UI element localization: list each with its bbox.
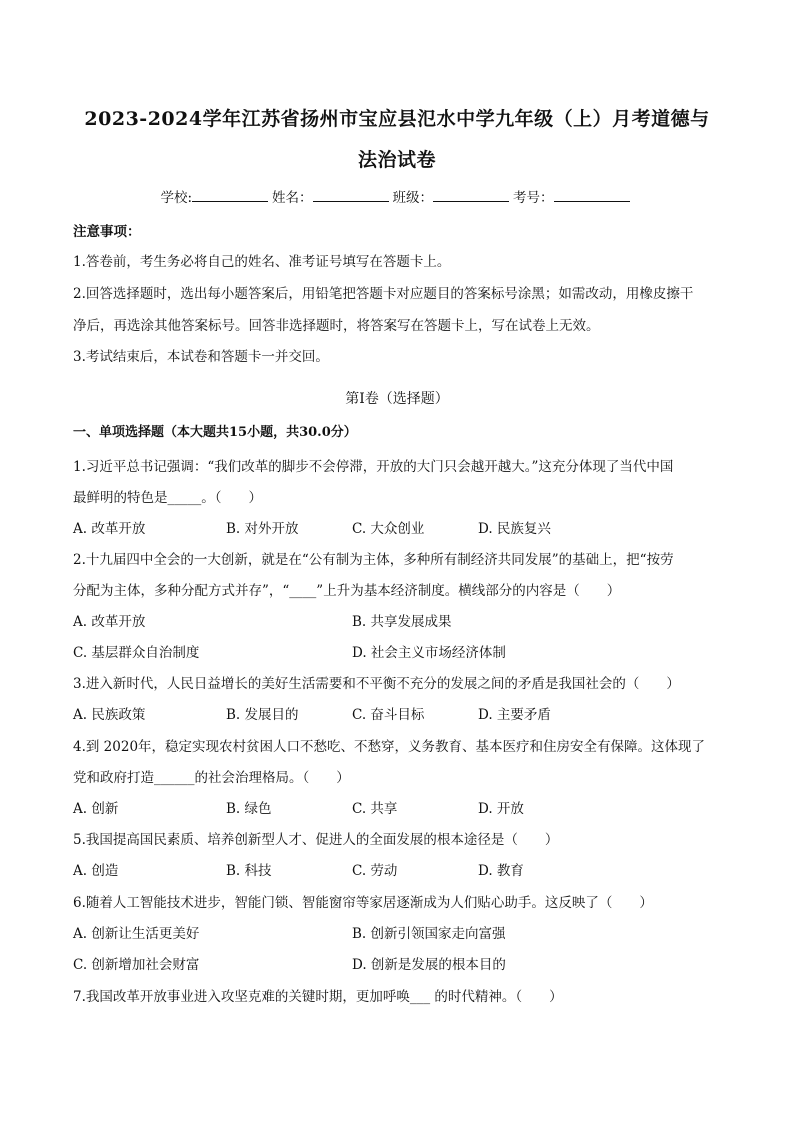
option-b[interactable]: B. 科技 <box>226 863 272 879</box>
question-5-text: 5.我国提高国民素质、培养创新型人才、促进人的全面发展的根本途径是（ ） <box>73 832 559 848</box>
option-b[interactable]: B. 发展目的 <box>226 707 299 723</box>
option-c[interactable]: C. 劳动 <box>352 863 398 879</box>
name-label: 姓名： <box>272 190 313 206</box>
question-1-text: 1.习近平总书记强调：“我们改革的脚步不会停滞，开放的大门只会越开越大。”这充分体现了当代中国 <box>73 459 674 475</box>
notice-item: 净后，再选涂其他答案标号。回答非选择题时，将答案写在答题卡上，写在试卷上无效。 <box>73 318 600 334</box>
question-2-text: 2.十九届四中全会的一大创新，就是在“公有制为主体，多种所有制经济共同发展”的基础上，把“按劳 <box>73 552 674 568</box>
section-title: 第Ⅰ卷（选择题） <box>345 391 449 407</box>
exam-title-line2: 法治试卷 <box>357 149 436 171</box>
option-b[interactable]: B. 共享发展成果 <box>352 614 452 630</box>
question-6-text: 6.随着人工智能技术进步，智能门锁、智能窗帘等家居逐渐成为人们贴心助手。这反映了（ ） <box>73 895 653 911</box>
option-a[interactable]: A. 创新 <box>73 801 119 817</box>
option-d[interactable]: D. 主要矛盾 <box>478 707 551 723</box>
option-d[interactable]: D. 开放 <box>478 801 524 817</box>
option-a[interactable]: A. 创新让生活更美好 <box>73 926 200 942</box>
option-b[interactable]: B. 绿色 <box>226 801 272 817</box>
option-a[interactable]: A. 改革开放 <box>73 614 146 630</box>
school-blank[interactable] <box>192 189 268 202</box>
question-4-text: 4.到 2020年，稳定实现农村贫困人口不愁吃、不愁穿，义务教育、基本医疗和住房安全有保障。这体现了 <box>73 739 706 755</box>
option-b[interactable]: B. 对外开放 <box>226 521 299 537</box>
name-blank[interactable] <box>313 189 389 202</box>
notice-item: 2.回答选择题时，选出每小题答案后，用铅笔把答题卡对应题目的答案标号涂黑；如需改动，用橡皮擦干 <box>73 286 694 302</box>
class-blank[interactable] <box>433 189 509 202</box>
question-3-text: 3.进入新时代，人民日益增长的美好生活需要和不平衡不充分的发展之间的矛盾是我国社会的（ ） <box>73 676 680 692</box>
option-a[interactable]: A. 民族政策 <box>73 707 146 723</box>
option-d[interactable]: D. 教育 <box>478 863 524 879</box>
option-a[interactable]: A. 改革开放 <box>73 521 146 537</box>
class-label: 班级： <box>392 190 434 206</box>
option-d[interactable]: D. 民族复兴 <box>478 521 551 537</box>
question-4-text: 党和政府打造______的社会治理格局。（ ） <box>73 770 350 786</box>
question-1-text: 最鲜明的特色是_____。（ ） <box>73 490 262 506</box>
school-label: 学校: <box>160 190 193 206</box>
notice-item: 3.考试结束后，本试卷和答题卡一并交回。 <box>73 349 329 365</box>
option-d[interactable]: D. 社会主义市场经济体制 <box>352 645 506 661</box>
question-2-text: 分配为主体，多种分配方式并存”，“____”上升为基本经济制度。横线部分的内容是（ ） <box>73 583 621 599</box>
notice-heading: 注意事项： <box>73 224 141 240</box>
part-heading: 一、单项选择题（本大题共15小题，共30.0分） <box>73 425 357 440</box>
option-c[interactable]: C. 基层群众自治制度 <box>73 645 200 661</box>
student-info-row <box>0 186 794 206</box>
option-b[interactable]: B. 创新引领国家走向富强 <box>352 926 506 942</box>
number-label: 考号： <box>513 190 554 206</box>
option-c[interactable]: C. 创新增加社会财富 <box>73 957 200 973</box>
option-a[interactable]: A. 创造 <box>73 863 119 879</box>
exam-title-line1: 2023-2024学年江苏省扬州市宝应县氾水中学九年级（上）月考道德与 <box>84 108 710 130</box>
option-c[interactable]: C. 奋斗目标 <box>352 707 425 723</box>
notice-item: 1.答卷前，考生务必将自己的姓名、准考证号填写在答题卡上。 <box>73 254 451 270</box>
option-d[interactable]: D. 创新是发展的根本目的 <box>352 957 506 973</box>
number-blank[interactable] <box>554 189 630 202</box>
question-7-text: 7.我国改革开放事业进入攻坚克难的关键时期，更加呼唤___ 的时代精神。（ ） <box>73 989 563 1005</box>
option-c[interactable]: C. 共享 <box>352 801 398 817</box>
option-c[interactable]: C. 大众创业 <box>352 521 425 537</box>
